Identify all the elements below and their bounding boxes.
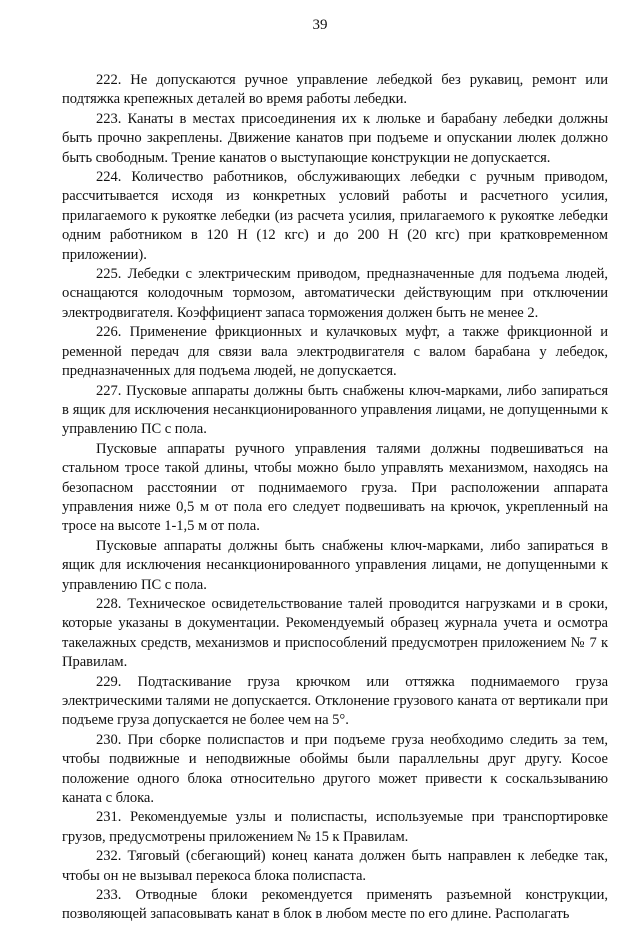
paragraph-232: 232. Тяговый (сбегающий) конец каната должен быть направлен к лебедке так, чтобы он не вызывал перекоса блока полиспаста. xyxy=(62,848,608,884)
page-number: 39 xyxy=(312,17,328,33)
paragraph-222: 222. Не допускаются ручное управление лебедкой без рукавиц, ремонт или подтяжка крепежных деталей во время работы лебедки. xyxy=(62,72,608,108)
paragraph-226: 226. Применение фрикционных и кулачковых муфт, а также фрикционной и ременной передач для связи вала электродвигателя с валом барабана у лебедок, предназначенных для подъема людей, не допускается. xyxy=(62,324,608,380)
paragraph-224: 224. Количество работников, обслуживающих лебедки с ручным приводом, рассчитывается исходя из конкретных условий работы и расчетного усилия, прилагаемого к рукоятке лебедки (из расчета усилия, прилагаемого к рукоятке лебедки одним работником в 120 Н (12 кгс) и до 200 Н (20 кгс) при кратковременном приложении). xyxy=(62,169,608,263)
paragraph-230: 230. При сборке полиспастов и при подъеме груза необходимо следить за тем, чтобы подвижные и неподвижные обоймы были параллельны друг другу. Косое положение одного блока относительно другого может привести к соскальзыванию каната с блока. xyxy=(62,731,608,807)
paragraph-227-hoist-controls: Пусковые аппараты ручного управления талями должны подвешиваться на стальном тросе такой длины, чтобы можно было управлять механизмом, находясь на безопасном расстоянии от поднимаемого груза. При расположении аппарата управления ниже 0,5 м от пола его следует подвешивать на крючок, укрепленный на тросе на высоте 1-1,5 м от пола. xyxy=(62,440,608,535)
document-body xyxy=(62,71,608,925)
paragraph-228: 228. Техническое освидетельствование талей проводится нагрузками и в сроки, которые указаны в документации. Рекомендуемый образец журнала учета и осмотра такелажных средств, механизмов и приспособлений предусмотрен приложением № 7 к Правилам. xyxy=(62,595,608,671)
paragraph-233: 233. Отводные блоки рекомендуется применять разъемной конструкции, позволяющей запасовывать канат в блок в любом месте по его длине. Располагать xyxy=(62,887,608,923)
paragraph-229: 229. Подтаскивание груза крючком или оттяжка поднимаемого груза электрическими талями не допускается. Отклонение грузового каната от вертикали при подъеме груза допускается не более чем на 5°. xyxy=(62,673,608,729)
paragraph-227-key-locks: Пусковые аппараты должны быть снабжены ключ-марками, либо запираться в ящик для исключения несанкционированного управления лицами, не допущенными к управлению ПС с пола. xyxy=(62,537,608,593)
paragraph-225: 225. Лебедки с электрическим приводом, предназначенные для подъема людей, оснащаются колодочным тормозом, автоматически действующим при отключении электродвигателя. Коэффициент запаса торможения должен быть не менее 2. xyxy=(62,266,608,321)
paragraph-223: 223. Канаты в местах присоединения их к люльке и барабану лебедки должны быть прочно закреплены. Движение канатов при подъеме и опускании люлек должно быть свободным. Трение канатов о выступающие конструкции не допускается. xyxy=(62,110,608,166)
paragraph-231: 231. Рекомендуемые узлы и полиспасты, используемые при транспортировке грузов, предусмотрены приложением № 15 к Правилам. xyxy=(62,809,608,845)
paragraph-227: 227. Пусковые аппараты должны быть снабжены ключ-марками, либо запираться в ящик для исключения несанкционированного управления лицами, не допущенными к управлению ПС с пола. xyxy=(62,382,608,438)
